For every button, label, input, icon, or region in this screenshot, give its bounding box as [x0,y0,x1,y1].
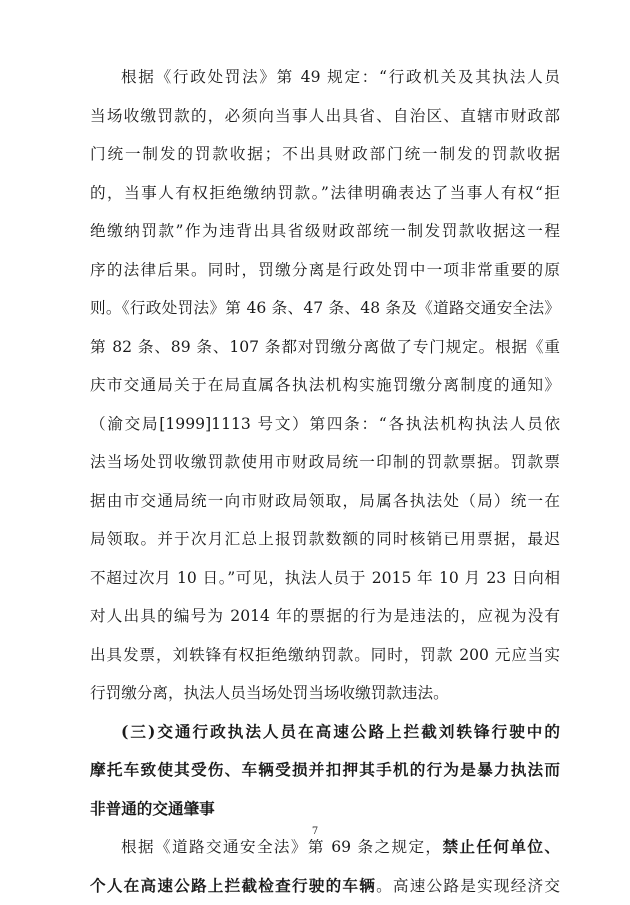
text-line: 第 82 条、89 条、107 条都对罚缴分离做了专门规定。根据《重 [90,328,560,367]
text-line: 出具发票，刘轶锋有权拒绝缴纳罚款。同时，罚款 200 元应当实 [90,636,560,675]
bold-text-span: 个人在高速公路上拦截检查行驶的车辆 [90,876,376,895]
heading-line: 摩托车致使其受伤、车辆受损并扣押其手机的行为是暴力执法而 [90,751,560,790]
text-line: 据由市交通局统一向市财政局领取，局属各执法处（局）统一在 [90,482,560,521]
bold-text-span: 禁止任何单位、 [442,837,560,856]
text-line: 门统一制发的罚款收据；不出具财政部门统一制发的罚款收据 [90,135,560,174]
text-line: 根据《行政处罚法》第 49 规定：“行政机关及其执法人员 [90,58,560,97]
text-line: 的，当事人有权拒绝缴纳罚款。”法律明确表达了当事人有权“拒 [90,174,560,213]
text-line [90,867,560,905]
heading-line: (三)交通行政执法人员在高速公路上拦截刘轶锋行驶中的 [90,713,560,752]
text-span: 。高速公路是实现经济交 [376,877,560,895]
text-line: 当场收缴罚款的，必须向当事人出具省、自治区、直辖市财政部 [90,97,560,136]
text-line: 行罚缴分离，执法人员当场处罚当场收缴罚款违法。 [90,674,560,713]
text-line: 局领取。并于次月汇总上报罚款数额的同时核销已用票据，最迟 [90,520,560,559]
paragraph-highway-interception [90,828,560,905]
heading-line: 非普通的交通肇事 [90,790,560,829]
text-line: 绝缴纳罚款”作为违背出具省级财政部统一制发罚款收据这一程 [90,212,560,251]
document-body [90,58,560,905]
text-line: 则。《行政处罚法》第 46 条、47 条、48 条及《道路交通安全法》 [90,289,560,328]
text-span: 根据《道路交通安全法》第 69 条之规定， [121,838,442,856]
text-line: 序的法律后果。同时，罚缴分离是行政处罚中一项非常重要的原 [90,251,560,290]
text-line: （渝交局[1999]1113 号文）第四条：“各执法机构执法人员依 [90,405,560,444]
text-line: 对人出具的编号为 2014 年的票据的行为是违法的，应视为没有 [90,597,560,636]
page-number: 7 [0,826,630,837]
text-line: 庆市交通局关于在局直属各执法机构实施罚缴分离制度的通知》 [90,366,560,405]
text-line: 法当场处罚收缴罚款使用市财政局统一印制的罚款票据。罚款票 [90,443,560,482]
text-line: 不超过次月 10 日。”可见，执法人员于 2015 年 10 月 23 日向相 [90,559,560,598]
paragraph-penalty-receipts [90,58,560,713]
section-heading-3 [90,713,560,829]
